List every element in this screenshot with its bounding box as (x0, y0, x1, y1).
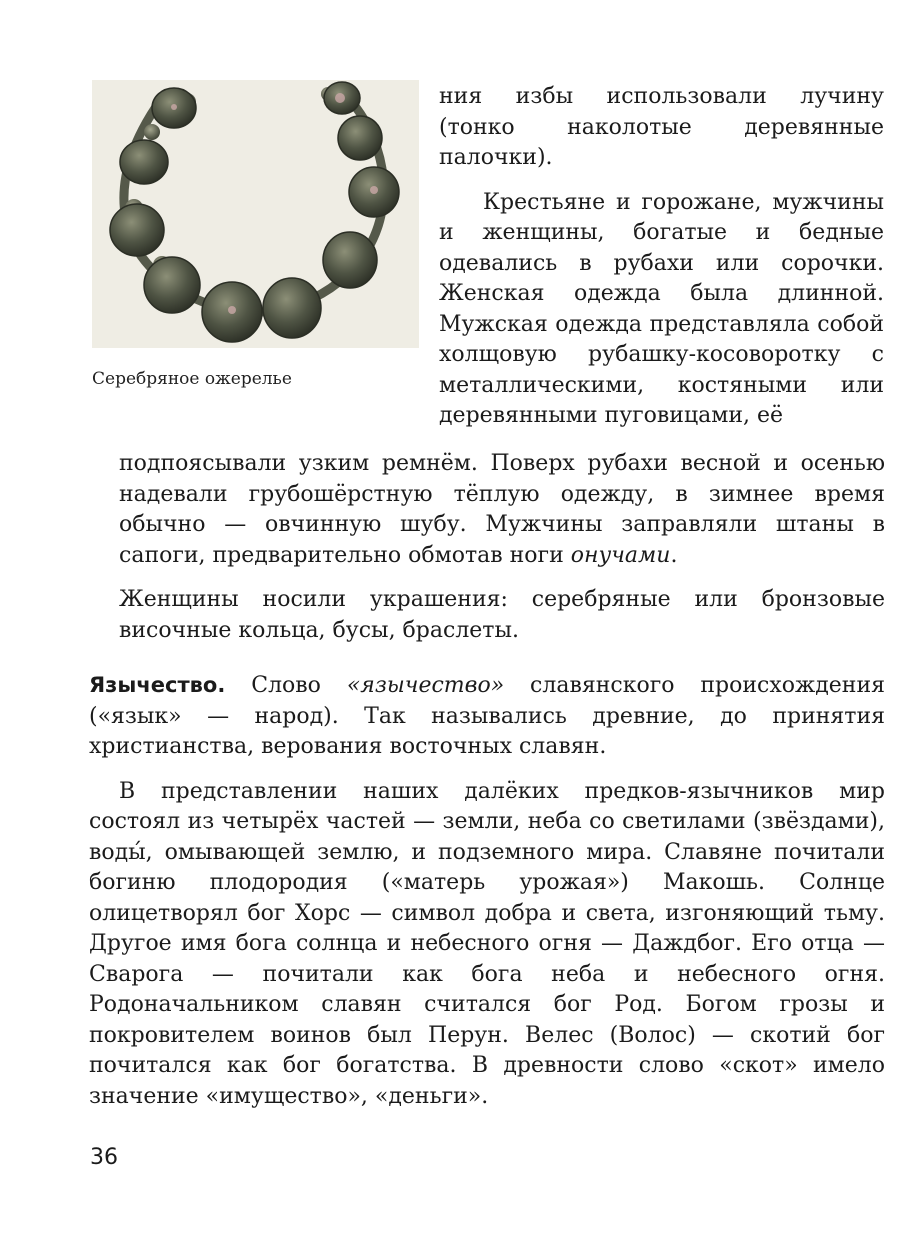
section-paragraph (89, 670, 885, 763)
paragraph (119, 449, 885, 571)
term: «язычество» (346, 673, 505, 698)
paragraph: В представлении наших далёких предков-язычников мир состоял из четырёх частей — земли, неба со светилами (звёздами), воды́, омывающей землю, и подземного мира. Славяне почитали богиню плодородия («матерь урожая») Макошь. Солнце олицетворял бог Хорс — символ добра и света, изгоняющий тьму. Другое имя бога солнца и небесного огня — Даждбог. Его отца — Сварога — почитали как бога неба и небесного огня. Родоначальником славян считался бог Род. Богом грозы и покровителем воинов был Перун. Велес (Волос) — скотий бог почитался как бог богатства. В древности слово «скот» имело значение «имущество», «деньги». (89, 778, 885, 1109)
main-text (89, 449, 885, 1112)
paragraph-text: Слово (251, 673, 321, 698)
section-heading: Язычество. (89, 673, 226, 697)
page-number: 36 (90, 1145, 118, 1170)
punctuation: . (670, 542, 678, 568)
paragraph: Крестьяне и горожане, мужчины и женщины, богатые и бедные одевались в рубахи или сорочки. Женская одежда была длинной. Мужская одежда представляла собой холщовую рубашку-косоворотку с металлическими, костяными или деревянными пуговицами, её (439, 189, 884, 428)
paragraph-text: славянского происхождения («язык» — народ). Так назывались древние, до принятия христианства, верования восточных славян. (89, 673, 885, 759)
paragraph-text: подпоясывали узким ремнём. Поверх рубахи весной и осенью надевали грубошёрстную тёплую одежду, в зимнее время обычно — овчинную шубу. Мужчины заправляли штаны в сапоги, предварительно обмотав ноги (119, 451, 885, 568)
text-column-right (439, 82, 884, 432)
paragraph: ния избы использовали лучину (тонко наколотые деревянные палочки). (439, 84, 884, 170)
term: онучами (570, 542, 671, 568)
necklace-photo (92, 80, 419, 348)
paragraph: Женщины носили украшения: серебряные или бронзовые височные кольца, бусы, браслеты. (119, 587, 885, 643)
photo-caption: Серебряное ожерелье (92, 369, 292, 389)
